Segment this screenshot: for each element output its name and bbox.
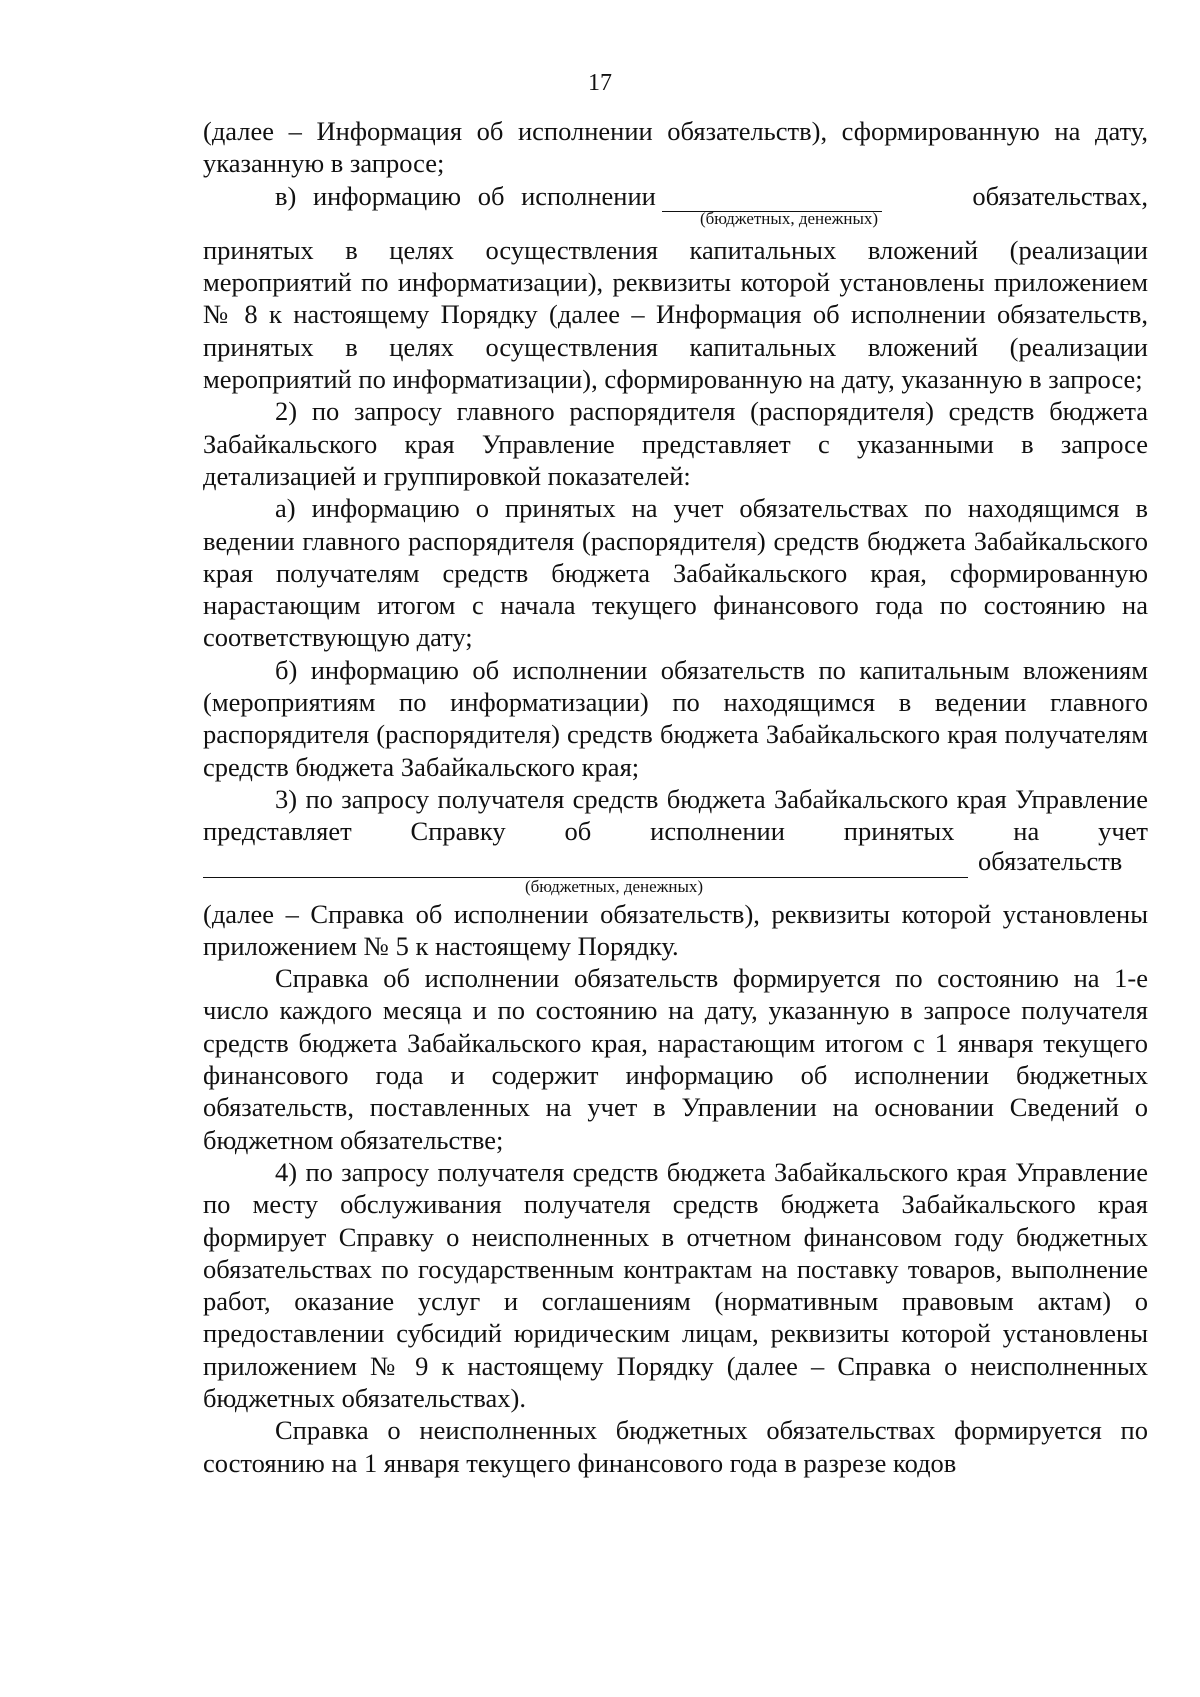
paragraph-item-2: 2) по запросу главного распорядителя (распорядителя) средств бюджета Забайкальского края Управление представляет с указанными в запросе детализацией и группировкой показателей: (203, 396, 1148, 491)
paragraph-item-4: 4) по запросу получателя средств бюджета Забайкальского края Управление по месту обслуживания получателя средств бюджета Забайкальского края формирует Справку о неисполненных в отчетном финансовом году бюджетных обязательствах по государственным контрактам на поставку товаров, выполнение работ, оказание услуг и соглашениям (нормативным правовым актам) о предоставлении субсидий юридическим лицам, реквизиты которой установлены приложением № 9 к настоящему Порядку (далее – Справка о неисполненных бюджетных обязательствах). (203, 1156, 1148, 1413)
paragraph-unfulfilled-certificate: Справка о неисполненных бюджетных обязательствах формируется по состоянию на 1 января текущего финансового года в разрезе кодов (203, 1415, 1148, 1478)
paragraph-certificate-formation: Справка об исполнении обязательств формируется по состоянию на 1-е число каждого месяца и по состоянию на дату, указанную в запросе получателя средств бюджета Забайкальского края, нарастающим итогом с 1 января текущего финансового года и содержит информацию об исполнении бюджетных обязательств, поставленных на учет в Управлении на основании Сведений о бюджетном обязательстве; (203, 963, 1148, 1155)
paragraph-item-2b: б) информацию об исполнении обязательств по капитальным вложениям (мероприятиям по информатизации) по находящимся в ведении главного распорядителя (распорядителя) средств бюджета Забайкальского края получателям средств бюджета Забайкальского края; (203, 654, 1148, 782)
paragraph-item-3-continuation: (далее – Справка об исполнении обязательств), реквизиты которой установлены приложением № 5 к настоящему Порядку. (203, 898, 1148, 961)
paragraph-info-obligations: (далее – Информация об исполнении обязательств), сформированную на дату, указанную в запросе; (203, 116, 1148, 179)
paragraph-v-continuation: принятых в целях осуществления капитальных вложений (реализации мероприятий по информатизации), реквизиты которой установлены приложением № 8 к настоящему Порядку (далее – Информация об исполнении обязательств, принятых в целях осуществления капитальных вложений (реализации мероприятий по информатизации), сформированную на дату, указанную в запросе; (203, 234, 1148, 395)
paragraph-item-3: 3) по запросу получателя средств бюджета Забайкальского края Управление представляет Справку об исполнении принятых на учет (203, 783, 1148, 847)
blank-hint-2: (бюджетных, денежных) (525, 876, 704, 896)
paragraph-item-2a: а) информацию о принятых на учет обязательствах по находящимся в ведении главного распорядителя (распорядителя) средств бюджета Забайкальского края получателям средств бюджета Забайкальского края, сформированную нарастающим итогом с начала текущего финансового года по состоянию на соответствующую дату; (203, 493, 1148, 653)
paragraph-v-lead: в) информацию об исполнении (275, 180, 656, 211)
paragraph-v-tail: обязательствах, (972, 180, 1148, 211)
blank-hint: (бюджетных, денежных) (700, 208, 879, 228)
paragraph-v-lead-row (203, 180, 1148, 212)
page-number: 17 (588, 70, 612, 96)
document-body (203, 115, 1148, 1479)
paragraph-item-3-blank-row (203, 848, 1148, 878)
fill-in-blank-line-long (203, 851, 968, 878)
fill-in-blank-line (662, 185, 882, 212)
paragraph-item-3-tail: обязательств (978, 846, 1123, 877)
